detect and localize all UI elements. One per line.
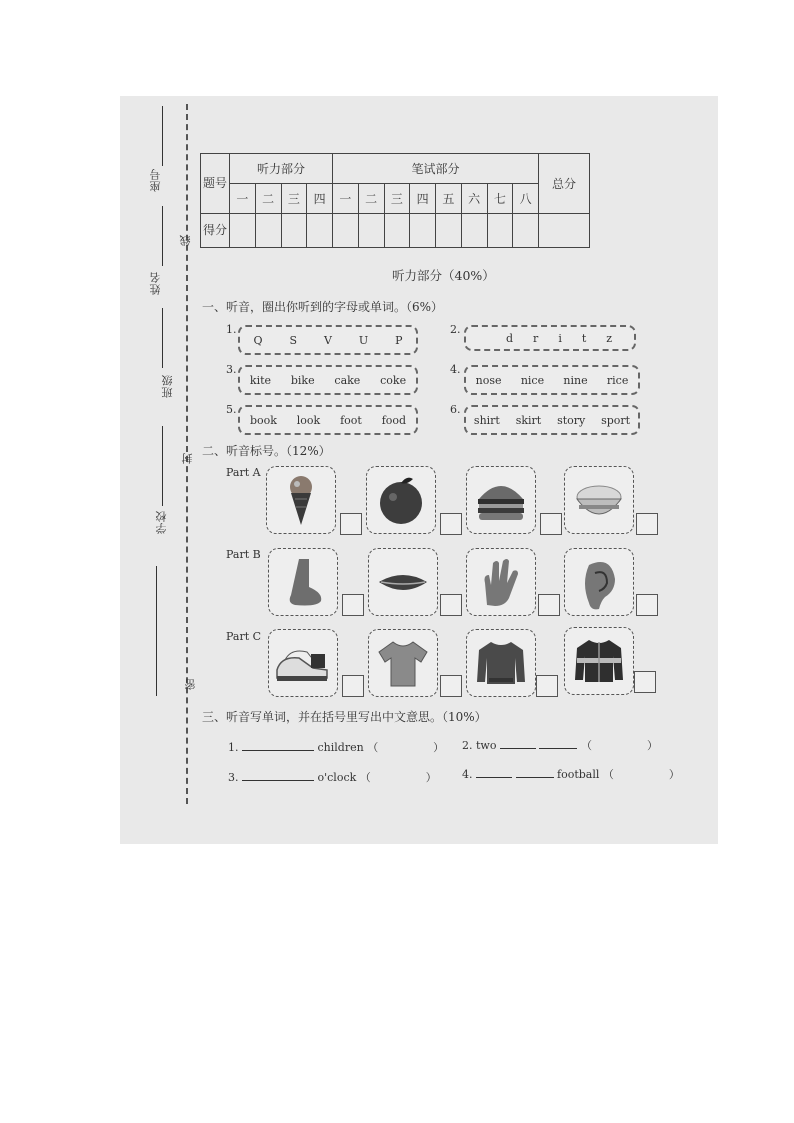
ice-cream-icon bbox=[266, 466, 336, 534]
jacket-icon bbox=[564, 627, 634, 695]
score-cell[interactable] bbox=[487, 214, 513, 248]
answer-blank[interactable] bbox=[242, 750, 314, 751]
score-row-header: 得分 bbox=[201, 214, 230, 248]
meaning-paren[interactable]: （ ） bbox=[367, 741, 445, 754]
writing-col: 七 bbox=[487, 184, 513, 214]
given-word: children bbox=[317, 741, 364, 754]
mouth-icon bbox=[368, 548, 438, 616]
writing-col: 五 bbox=[436, 184, 462, 214]
part2-title: 二、听音标号。（12%） bbox=[202, 444, 331, 458]
choice-word[interactable]: kite bbox=[249, 373, 272, 387]
ear-icon bbox=[564, 548, 634, 616]
score-cell[interactable] bbox=[436, 214, 462, 248]
listening-col: 二 bbox=[255, 184, 281, 214]
hamburger-icon bbox=[466, 466, 536, 534]
exam-paper bbox=[120, 96, 718, 844]
choice-word[interactable]: nice bbox=[520, 373, 545, 387]
write-item-4 bbox=[462, 766, 680, 782]
score-cell[interactable] bbox=[410, 214, 436, 248]
choice-word[interactable]: cake bbox=[334, 373, 361, 387]
choice-word[interactable]: r bbox=[533, 331, 539, 345]
class-underline bbox=[162, 308, 163, 368]
score-cell[interactable] bbox=[230, 214, 256, 248]
choice-word[interactable]: look bbox=[296, 413, 321, 427]
answer-box[interactable] bbox=[540, 513, 562, 535]
meaning-paren[interactable]: （ ） bbox=[602, 768, 680, 781]
item-number: 4. bbox=[462, 768, 473, 781]
item-number: 2. bbox=[462, 739, 473, 752]
choice-word[interactable]: rice bbox=[606, 373, 629, 387]
name-label: 姓名 bbox=[149, 271, 162, 295]
part-c-label: Part C bbox=[226, 630, 262, 643]
seat-underline bbox=[162, 106, 163, 166]
meaning-paren[interactable]: （ ） bbox=[580, 739, 658, 752]
choice-box-3 bbox=[238, 365, 418, 395]
given-word: football bbox=[557, 768, 600, 781]
item-number: 5. bbox=[226, 403, 237, 416]
choice-word[interactable]: Q bbox=[253, 333, 263, 347]
choice-word[interactable]: story bbox=[557, 413, 586, 427]
part-b-label: Part B bbox=[226, 548, 261, 561]
item-number: 1. bbox=[226, 323, 237, 336]
seal-mark: 封 bbox=[181, 452, 194, 464]
choice-word[interactable]: S bbox=[289, 333, 297, 347]
item-number: 6. bbox=[450, 403, 461, 416]
extra-underline bbox=[156, 566, 157, 696]
score-cell[interactable] bbox=[307, 214, 333, 248]
listening-col: 一 bbox=[230, 184, 256, 214]
answer-box[interactable] bbox=[538, 594, 560, 616]
choice-word[interactable]: coke bbox=[380, 373, 407, 387]
choice-box-2 bbox=[464, 325, 636, 351]
choice-word[interactable]: bike bbox=[290, 373, 315, 387]
writing-header: 笔试部分 bbox=[333, 154, 539, 184]
score-cell[interactable] bbox=[461, 214, 487, 248]
answer-blank[interactable] bbox=[242, 780, 314, 781]
answer-box[interactable] bbox=[342, 594, 364, 616]
choice-word[interactable]: nose bbox=[475, 373, 502, 387]
answer-blank[interactable] bbox=[516, 777, 554, 778]
write-item-3 bbox=[228, 769, 437, 785]
score-cell[interactable] bbox=[358, 214, 384, 248]
answer-box[interactable] bbox=[340, 513, 362, 535]
score-table bbox=[200, 153, 590, 248]
meaning-paren[interactable]: （ ） bbox=[359, 771, 437, 784]
choice-word[interactable]: z bbox=[606, 331, 613, 345]
item-number: 4. bbox=[450, 363, 461, 376]
choice-word[interactable]: U bbox=[358, 333, 369, 347]
item-number: 2. bbox=[450, 323, 461, 336]
item-number: 1. bbox=[228, 741, 239, 754]
given-word: o'clock bbox=[317, 771, 357, 784]
answer-box[interactable] bbox=[536, 675, 558, 697]
writing-col: 四 bbox=[410, 184, 436, 214]
t-shirt-icon bbox=[368, 629, 438, 697]
part-a-label: Part A bbox=[226, 466, 261, 479]
hand-icon bbox=[466, 548, 536, 616]
choice-word[interactable]: V bbox=[323, 333, 332, 347]
choice-word[interactable]: book bbox=[249, 413, 277, 427]
seat-label: 座号 bbox=[149, 168, 162, 192]
school-underline bbox=[162, 426, 163, 506]
writing-col: 六 bbox=[461, 184, 487, 214]
choice-word[interactable]: nine bbox=[563, 373, 588, 387]
write-item-1 bbox=[228, 739, 444, 755]
given-word: two bbox=[476, 739, 497, 752]
answer-box[interactable] bbox=[342, 675, 364, 697]
answer-box[interactable] bbox=[440, 675, 462, 697]
total-header: 总分 bbox=[539, 154, 590, 214]
name-underline bbox=[162, 206, 163, 266]
score-cell[interactable] bbox=[255, 214, 281, 248]
choice-box-4 bbox=[464, 365, 640, 395]
foot-icon bbox=[268, 548, 338, 616]
choice-word[interactable]: i bbox=[558, 331, 562, 345]
answer-box[interactable] bbox=[440, 513, 462, 535]
line-mark: 线 bbox=[179, 234, 192, 246]
score-cell[interactable] bbox=[281, 214, 307, 248]
section-heading: 听力部分（40%） bbox=[392, 268, 495, 283]
answer-blank[interactable] bbox=[500, 748, 536, 749]
answer-box[interactable] bbox=[440, 594, 462, 616]
secret-mark: 密 bbox=[184, 678, 197, 690]
choice-word[interactable]: t bbox=[581, 331, 587, 345]
score-cell[interactable] bbox=[513, 214, 539, 248]
class-label: 班级 bbox=[161, 374, 174, 398]
total-score-cell[interactable] bbox=[539, 214, 590, 248]
listening-header: 听力部分 bbox=[230, 154, 333, 184]
school-label: 学校 bbox=[155, 510, 168, 534]
rice-bowl-icon bbox=[564, 466, 634, 534]
writing-col: 一 bbox=[333, 184, 359, 214]
writing-col: 二 bbox=[358, 184, 384, 214]
item-number: 3. bbox=[226, 363, 237, 376]
write-item-2 bbox=[462, 737, 658, 753]
choice-word[interactable]: skirt bbox=[515, 413, 542, 427]
part1-title: 一、听音，圈出你听到的字母或单词。（6%） bbox=[202, 300, 444, 314]
sweater-icon bbox=[466, 629, 536, 697]
choice-word[interactable]: food bbox=[381, 413, 407, 427]
listening-col: 三 bbox=[281, 184, 307, 214]
writing-col: 三 bbox=[384, 184, 410, 214]
answer-blank[interactable] bbox=[476, 777, 512, 778]
answer-box[interactable] bbox=[636, 594, 658, 616]
orange-icon bbox=[366, 466, 436, 534]
choice-box-6 bbox=[464, 405, 640, 435]
score-cell[interactable] bbox=[384, 214, 410, 248]
answer-blank[interactable] bbox=[539, 748, 577, 749]
sneakers-icon bbox=[268, 629, 338, 697]
choice-word[interactable]: P bbox=[395, 333, 403, 347]
choice-word[interactable]: d bbox=[506, 331, 514, 345]
answer-box[interactable] bbox=[634, 671, 656, 693]
choice-word[interactable]: foot bbox=[340, 413, 362, 427]
choice-word[interactable]: shirt bbox=[473, 413, 500, 427]
choice-box-5 bbox=[238, 405, 418, 435]
item-number: 3. bbox=[228, 771, 239, 784]
writing-col: 八 bbox=[513, 184, 539, 214]
score-cell[interactable] bbox=[333, 214, 359, 248]
listening-col: 四 bbox=[307, 184, 333, 214]
answer-box[interactable] bbox=[636, 513, 658, 535]
question-number-header: 题号 bbox=[201, 154, 230, 214]
choice-box-1 bbox=[238, 325, 418, 355]
choice-word[interactable]: sport bbox=[601, 413, 631, 427]
part3-title: 三、听音写单词，并在括号里写出中文意思。（10%） bbox=[202, 710, 487, 724]
